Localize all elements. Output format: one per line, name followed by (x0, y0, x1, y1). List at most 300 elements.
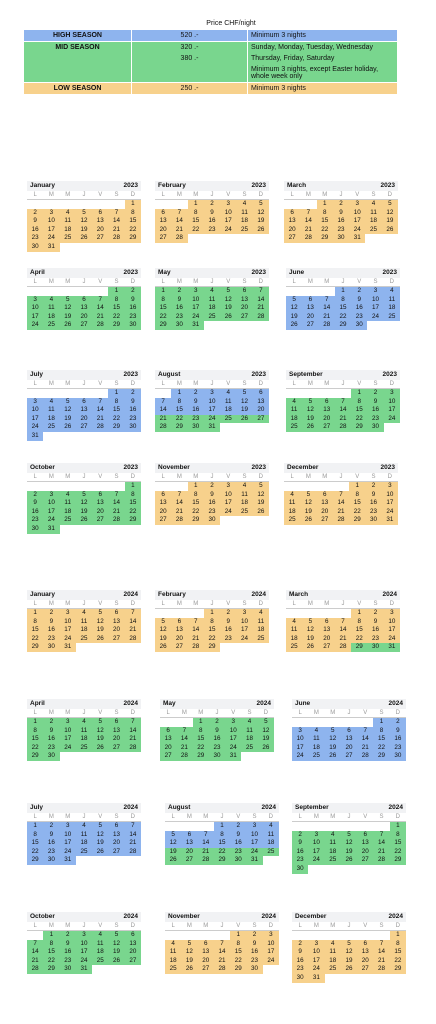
weekday-label: M (313, 814, 319, 820)
day-cell: 18 (263, 839, 279, 848)
day-cell: 23 (351, 313, 367, 322)
day-cell: 20 (357, 848, 373, 857)
weekday-label: L (161, 474, 165, 480)
day-cell: 11 (325, 839, 341, 848)
day-cell: 8 (27, 727, 43, 736)
year-label: 2024 (123, 913, 138, 920)
day-cell: 15 (108, 304, 124, 313)
day-cell: 18 (220, 406, 236, 415)
month-name: October (30, 464, 55, 471)
day-cell: 6 (341, 727, 357, 736)
weekday-label: V (363, 923, 368, 929)
weekday-label: J (347, 814, 351, 820)
day-cell: 11 (325, 948, 341, 957)
day-cell: 29 (230, 965, 246, 974)
day-cell: 29 (351, 423, 367, 432)
day-cell: 29 (171, 423, 187, 432)
day-cell: 23 (246, 957, 262, 966)
day-cell: 4 (241, 718, 257, 727)
year-label: 2024 (388, 804, 403, 811)
day-cell: 31 (60, 643, 76, 652)
empty-cell (319, 287, 335, 296)
day-cell: 29 (125, 234, 141, 243)
day-cell: 27 (236, 313, 252, 322)
empty-cell (335, 609, 351, 618)
day-cell: 7 (171, 491, 187, 500)
calendar-october-2023 (27, 463, 141, 534)
day-cell: 3 (382, 482, 398, 491)
season-note: Sunday, Monday, Tuesday, Wednesday (248, 42, 398, 53)
day-cell: 26 (60, 423, 76, 432)
day-cell: 8 (390, 831, 406, 840)
day-cell: 20 (160, 744, 176, 753)
day-cell: 14 (125, 727, 141, 736)
day-cell: 26 (300, 516, 316, 525)
calendar-header (284, 463, 398, 473)
day-cell: 28 (319, 321, 335, 330)
day-cell: 2 (204, 200, 220, 209)
month-name: November (168, 913, 200, 920)
day-cell: 16 (367, 626, 383, 635)
day-cell: 13 (198, 948, 214, 957)
day-cell: 17 (43, 508, 59, 517)
day-cell: 4 (284, 491, 300, 500)
empty-cell (341, 822, 357, 831)
day-cell: 20 (284, 226, 300, 235)
month-name: March (287, 182, 307, 189)
day-cell: 18 (60, 226, 76, 235)
weekday-label: J (347, 923, 351, 929)
day-cell: 14 (333, 499, 349, 508)
day-cell: 25 (43, 423, 59, 432)
day-cell: 19 (60, 313, 76, 322)
day-cell: 28 (335, 423, 351, 432)
day-cell: 3 (246, 822, 262, 831)
day-cell: 17 (349, 217, 365, 226)
weekday-label: D (258, 474, 264, 480)
empty-cell (27, 200, 43, 209)
empty-cell (43, 200, 59, 209)
day-cell: 7 (108, 491, 124, 500)
day-cell: 24 (43, 516, 59, 525)
weekday-label: M (193, 601, 199, 607)
weekday-label: S (114, 474, 119, 480)
day-cell: 27 (198, 965, 214, 974)
calendar-header (160, 699, 274, 709)
day-cell: 4 (76, 609, 92, 618)
day-grid (160, 718, 274, 761)
day-cell: 13 (302, 304, 318, 313)
weekday-label: L (33, 192, 37, 198)
calendar-march-2024 (286, 590, 400, 652)
day-cell: 30 (188, 423, 204, 432)
day-cell: 12 (302, 626, 318, 635)
day-cell: 17 (27, 313, 43, 322)
weekday-row (155, 191, 269, 200)
day-cell: 16 (367, 406, 383, 415)
day-cell: 7 (357, 727, 373, 736)
day-cell: 29 (390, 965, 406, 974)
day-cell: 25 (241, 744, 257, 753)
day-cell: 20 (76, 313, 92, 322)
day-cell: 23 (292, 965, 308, 974)
price-row (24, 83, 398, 94)
calendar-header (155, 181, 269, 191)
day-cell: 15 (27, 839, 43, 848)
day-cell: 17 (292, 744, 308, 753)
day-cell: 11 (384, 296, 400, 305)
year-label: 2023 (251, 371, 266, 378)
weekday-label: V (226, 279, 231, 285)
empty-cell (319, 389, 335, 398)
day-cell: 4 (92, 931, 108, 940)
empty-cell (155, 200, 171, 209)
day-cell: 11 (284, 499, 300, 508)
day-cell: 21 (108, 508, 124, 517)
weekday-label: L (166, 710, 170, 716)
day-cell: 3 (60, 609, 76, 618)
day-cell: 9 (43, 618, 59, 627)
day-cell: 10 (246, 831, 262, 840)
weekday-label: M (181, 710, 187, 716)
weekday-label: M (48, 601, 54, 607)
day-cell: 8 (155, 296, 171, 305)
day-cell: 29 (335, 321, 351, 330)
day-cell: 30 (365, 516, 381, 525)
day-cell: 17 (308, 957, 324, 966)
day-grid (27, 718, 141, 761)
weekday-label: V (357, 381, 362, 387)
weekday-label: M (65, 601, 71, 607)
weekday-label: L (171, 814, 175, 820)
day-cell: 12 (258, 727, 274, 736)
day-cell: 2 (209, 718, 225, 727)
weekday-label: V (98, 814, 103, 820)
weekday-row (286, 600, 400, 609)
empty-cell (43, 482, 59, 491)
month-name: January (30, 182, 55, 189)
day-cell: 9 (246, 940, 262, 949)
weekday-label: D (395, 814, 401, 820)
day-cell: 28 (373, 856, 389, 865)
day-cell: 5 (60, 296, 76, 305)
day-cell: 10 (225, 727, 241, 736)
year-label: 2024 (256, 700, 271, 707)
day-cell: 17 (263, 948, 279, 957)
weekday-label: M (193, 192, 199, 198)
day-cell: 6 (76, 398, 92, 407)
day-cell: 3 (349, 200, 365, 209)
day-cell: 16 (43, 626, 59, 635)
day-cell: 26 (155, 643, 171, 652)
day-cell: 18 (286, 635, 302, 644)
weekday-label: D (387, 192, 393, 198)
day-cell: 9 (27, 217, 43, 226)
day-cell: 8 (108, 296, 124, 305)
day-cell: 26 (92, 744, 108, 753)
calendar-header (292, 699, 406, 709)
weekday-label: M (198, 710, 204, 716)
day-cell: 22 (155, 313, 171, 322)
weekday-label: D (258, 192, 264, 198)
day-cell: 1 (230, 931, 246, 940)
day-cell: 28 (125, 744, 141, 753)
day-cell: 27 (108, 848, 124, 857)
day-cell: 5 (302, 398, 318, 407)
day-cell: 13 (125, 940, 141, 949)
weekday-label: S (114, 381, 119, 387)
calendar-december-2023 (284, 463, 398, 525)
day-cell: 17 (220, 499, 236, 508)
day-cell: 19 (181, 957, 197, 966)
day-cell: 24 (308, 856, 324, 865)
day-grid (27, 200, 141, 252)
day-cell: 2 (230, 822, 246, 831)
day-cell: 3 (204, 389, 220, 398)
empty-cell (171, 609, 187, 618)
day-cell: 2 (246, 931, 262, 940)
weekday-label: L (292, 601, 296, 607)
day-cell: 12 (341, 948, 357, 957)
day-cell: 10 (204, 398, 220, 407)
day-cell: 28 (171, 234, 187, 243)
day-cell: 9 (125, 398, 141, 407)
day-cell: 27 (357, 856, 373, 865)
day-grid (286, 389, 400, 432)
day-cell: 21 (171, 508, 187, 517)
day-cell: 23 (188, 415, 204, 424)
day-cell: 23 (43, 744, 59, 753)
year-label: 2024 (388, 913, 403, 920)
day-cell: 14 (125, 618, 141, 627)
day-cell: 26 (253, 226, 269, 235)
day-cell: 6 (302, 296, 318, 305)
day-cell: 19 (302, 635, 318, 644)
day-cell: 19 (341, 848, 357, 857)
day-grid (284, 200, 398, 243)
day-cell: 14 (357, 735, 373, 744)
price-row (24, 42, 398, 53)
day-cell: 3 (263, 931, 279, 940)
day-cell: 9 (43, 727, 59, 736)
day-cell: 10 (76, 940, 92, 949)
day-cell: 12 (165, 839, 181, 848)
day-cell: 17 (204, 406, 220, 415)
calendar-header (27, 803, 141, 813)
day-cell: 2 (367, 609, 383, 618)
day-cell: 17 (246, 839, 262, 848)
calendar-header (284, 181, 398, 191)
day-cell: 13 (253, 398, 269, 407)
day-cell: 11 (263, 831, 279, 840)
day-cell: 25 (92, 957, 108, 966)
empty-cell (60, 287, 76, 296)
day-cell: 10 (43, 217, 59, 226)
day-cell: 20 (155, 226, 171, 235)
day-cell: 2 (43, 822, 59, 831)
weekday-label: V (236, 814, 241, 820)
day-cell: 20 (108, 735, 124, 744)
day-cell: 10 (27, 406, 43, 415)
year-label: 2023 (123, 371, 138, 378)
day-cell: 2 (390, 718, 406, 727)
day-cell: 10 (263, 940, 279, 949)
day-cell: 6 (92, 209, 108, 218)
day-cell: 22 (214, 848, 230, 857)
weekday-label: L (33, 381, 37, 387)
day-cell: 24 (382, 508, 398, 517)
empty-cell (286, 389, 302, 398)
day-cell: 13 (155, 217, 171, 226)
day-cell: 3 (225, 718, 241, 727)
weekday-label: S (242, 474, 247, 480)
day-cell: 20 (253, 406, 269, 415)
day-cell: 5 (302, 618, 318, 627)
weekday-label: M (330, 814, 336, 820)
day-cell: 7 (214, 940, 230, 949)
day-cell: 7 (198, 831, 214, 840)
empty-cell (76, 389, 92, 398)
day-cell: 17 (76, 948, 92, 957)
weekday-label: M (48, 814, 54, 820)
day-cell: 14 (92, 406, 108, 415)
day-cell: 20 (341, 744, 357, 753)
day-cell: 14 (125, 831, 141, 840)
day-grid (27, 482, 141, 534)
day-cell: 11 (308, 735, 324, 744)
day-cell: 21 (357, 744, 373, 753)
year-label: 2023 (123, 269, 138, 276)
day-cell: 2 (220, 609, 236, 618)
day-cell: 23 (367, 415, 383, 424)
weekday-label: V (226, 601, 231, 607)
weekday-label: M (176, 279, 182, 285)
empty-cell (43, 287, 59, 296)
day-cell: 16 (292, 957, 308, 966)
calendar-header (27, 181, 141, 191)
day-cell: 7 (108, 209, 124, 218)
day-cell: 15 (27, 626, 43, 635)
day-cell: 14 (373, 839, 389, 848)
day-cell: 9 (292, 839, 308, 848)
day-cell: 10 (308, 839, 324, 848)
day-cell: 11 (365, 209, 381, 218)
day-cell: 26 (302, 643, 318, 652)
calendar-august-2024 (165, 803, 279, 865)
weekday-row (160, 709, 274, 718)
day-cell: 16 (209, 735, 225, 744)
day-cell: 30 (43, 856, 59, 865)
calendar-february-2023 (155, 181, 269, 243)
weekday-row (165, 922, 279, 931)
day-cell: 27 (317, 516, 333, 525)
month-name: December (295, 913, 327, 920)
day-cell: 29 (373, 752, 389, 761)
day-cell: 13 (92, 499, 108, 508)
day-cell: 10 (292, 735, 308, 744)
day-cell: 21 (92, 415, 108, 424)
day-grid (27, 287, 141, 330)
day-cell: 7 (27, 940, 43, 949)
day-cell: 30 (390, 752, 406, 761)
day-cell: 26 (92, 848, 108, 857)
empty-cell (60, 200, 76, 209)
day-cell: 14 (253, 296, 269, 305)
weekday-label: S (373, 279, 378, 285)
weekday-label: D (395, 710, 401, 716)
day-cell: 28 (176, 752, 192, 761)
day-cell: 22 (27, 744, 43, 753)
month-name: August (168, 804, 191, 811)
day-cell: 10 (382, 491, 398, 500)
day-cell: 30 (246, 965, 262, 974)
weekday-label: L (33, 710, 37, 716)
day-cell: 13 (357, 948, 373, 957)
day-cell: 18 (365, 217, 381, 226)
day-cell: 17 (308, 848, 324, 857)
weekday-label: L (33, 474, 37, 480)
day-cell: 26 (253, 508, 269, 517)
day-cell: 8 (317, 209, 333, 218)
weekday-label: S (114, 192, 119, 198)
calendar-december-2024 (292, 912, 406, 983)
weekday-label: M (48, 474, 54, 480)
day-cell: 6 (253, 389, 269, 398)
month-name: May (158, 269, 171, 276)
day-cell: 5 (253, 482, 269, 491)
day-cell: 21 (214, 957, 230, 966)
day-cell: 26 (60, 321, 76, 330)
empty-cell (286, 609, 302, 618)
day-cell: 13 (357, 839, 373, 848)
day-cell: 10 (60, 831, 76, 840)
day-cell: 20 (108, 839, 124, 848)
weekday-label: L (161, 192, 165, 198)
day-grid (292, 718, 406, 761)
day-cell: 3 (76, 931, 92, 940)
empty-cell (176, 718, 192, 727)
calendar-header (286, 370, 400, 380)
day-grid (165, 822, 279, 865)
day-cell: 14 (319, 304, 335, 313)
day-cell: 12 (253, 209, 269, 218)
weekday-row (165, 813, 279, 822)
day-cell: 25 (60, 234, 76, 243)
day-cell: 3 (308, 940, 324, 949)
day-cell: 17 (382, 499, 398, 508)
day-cell: 21 (253, 304, 269, 313)
calendar-july-2023 (27, 370, 141, 441)
day-cell: 15 (351, 406, 367, 415)
day-cell: 7 (125, 609, 141, 618)
day-cell: 18 (384, 304, 400, 313)
day-cell: 23 (390, 744, 406, 753)
day-cell: 30 (27, 525, 43, 534)
day-cell: 1 (214, 822, 230, 831)
day-cell: 17 (60, 626, 76, 635)
day-cell: 8 (43, 940, 59, 949)
calendar-april-2024 (27, 699, 141, 761)
day-cell: 7 (300, 209, 316, 218)
day-cell: 23 (204, 226, 220, 235)
day-cell: 8 (108, 398, 124, 407)
weekday-label: V (236, 923, 241, 929)
day-cell: 24 (246, 848, 262, 857)
day-cell: 8 (351, 618, 367, 627)
day-cell: 29 (43, 965, 59, 974)
weekday-label: S (114, 601, 119, 607)
day-cell: 24 (384, 635, 400, 644)
